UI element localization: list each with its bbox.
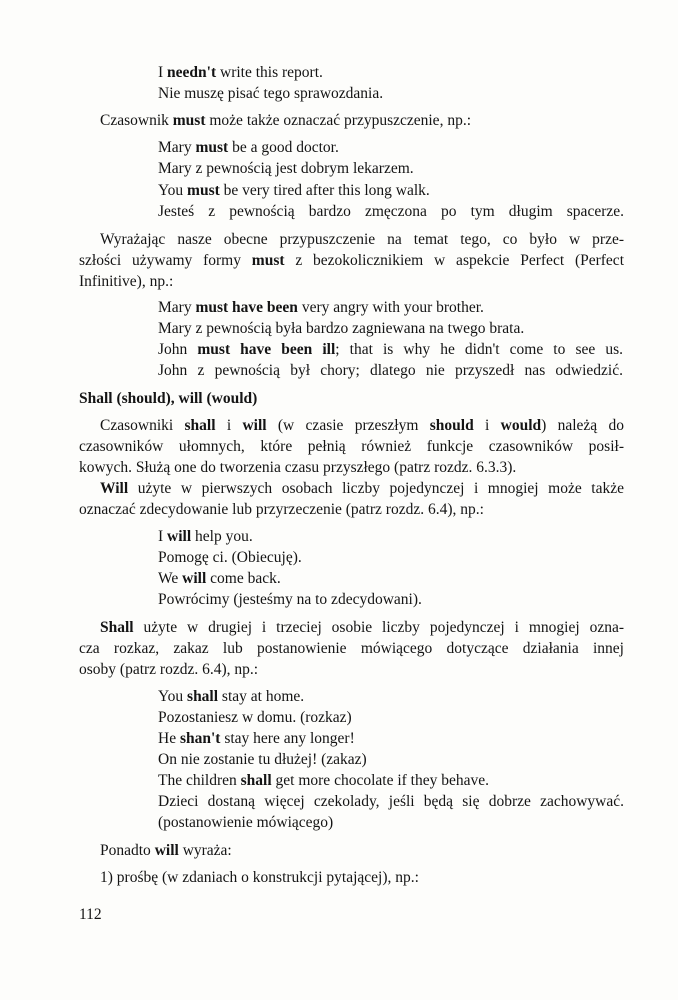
text-line: John z pewnością był chory; dlatego nie przyszedł nas odwiedzić.	[158, 362, 623, 379]
text-line: Pozostaniesz w domu. (rozkaz)	[158, 709, 352, 726]
page-number: 112	[79, 906, 102, 923]
text-line: Nie muszę pisać tego sprawozdania.	[158, 85, 384, 102]
text-line: Powrócimy (jesteśmy na to zdecydowani).	[158, 591, 422, 608]
text-line: You must be very tired after this long walk.	[158, 182, 430, 199]
text-line: 1) prośbę (w zdaniach o konstrukcji pytającej), np.:	[100, 869, 419, 886]
text-line: Will użyte w pierwszych osobach liczby pojedynczej i mnogiej może także	[100, 480, 624, 497]
text-line: Mary must be a good doctor.	[158, 139, 339, 156]
text-line: osoby (patrz rozdz. 6.4), np.:	[79, 661, 259, 678]
text-line: oznaczać zdecydowanie lub przyrzeczenie (patrz rozdz. 6.4), np.:	[79, 501, 484, 518]
text-line: You shall stay at home.	[158, 688, 305, 705]
text-line: (postanowienie mówiącego)	[158, 814, 334, 831]
text-line: szłości używamy formy must z bezokolicznikiem w aspekcie Perfect (Perfect	[79, 252, 624, 269]
text-line: Dzieci dostaną więcej czekolady, jeśli będą się dobrze zachowywać.	[158, 793, 624, 810]
text-line: On nie zostanie tu dłużej! (zakaz)	[158, 751, 367, 768]
text-line: Mary z pewnością jest dobrym lekarzem.	[158, 160, 414, 177]
text-line: kowych. Służą one do tworzenia czasu przyszłego (patrz rozdz. 6.3.3).	[79, 459, 517, 476]
text-line: We will come back.	[158, 570, 281, 587]
text-line: Pomogę ci. (Obiecuję).	[158, 549, 302, 566]
text-line: Shall użyte w drugiej i trzeciej osobie liczby pojedynczej i mnogiej ozna-	[100, 619, 624, 636]
text-line: cza rozkaz, zakaz lub postanowienie mówiącego dotyczące działania innej	[79, 640, 624, 657]
text-line: Czasownik must może także oznaczać przypuszczenie, np.:	[100, 112, 471, 129]
text-line: czasowników ułomnych, które pełnią również funkcje czasowników posił-	[79, 438, 624, 455]
text-line: Infinitive), np.:	[79, 273, 174, 290]
text-line: I will help you.	[158, 528, 253, 545]
text-line: The children shall get more chocolate if they behave.	[158, 772, 489, 789]
text-line: Mary must have been very angry with your brother.	[158, 299, 484, 316]
text-line: Mary z pewnością była bardzo zagniewana na twego brata.	[158, 320, 525, 337]
text-line: Czasowniki shall i will (w czasie przeszłym should i would) należą do	[100, 417, 624, 434]
text-line: I needn't write this report.	[158, 64, 323, 81]
text-line: Ponadto will wyraża:	[100, 842, 232, 859]
text-line: John must have been ill; that is why he didn't come to see us.	[158, 341, 623, 358]
text-line: He shan't stay here any longer!	[158, 730, 355, 747]
section-heading: Shall (should), will (would)	[79, 390, 258, 407]
text-line: Wyrażając nasze obecne przypuszczenie na temat tego, co było w prze-	[100, 231, 624, 248]
text-line: Jesteś z pewnością bardzo zmęczona po tym długim spacerze.	[158, 203, 624, 220]
